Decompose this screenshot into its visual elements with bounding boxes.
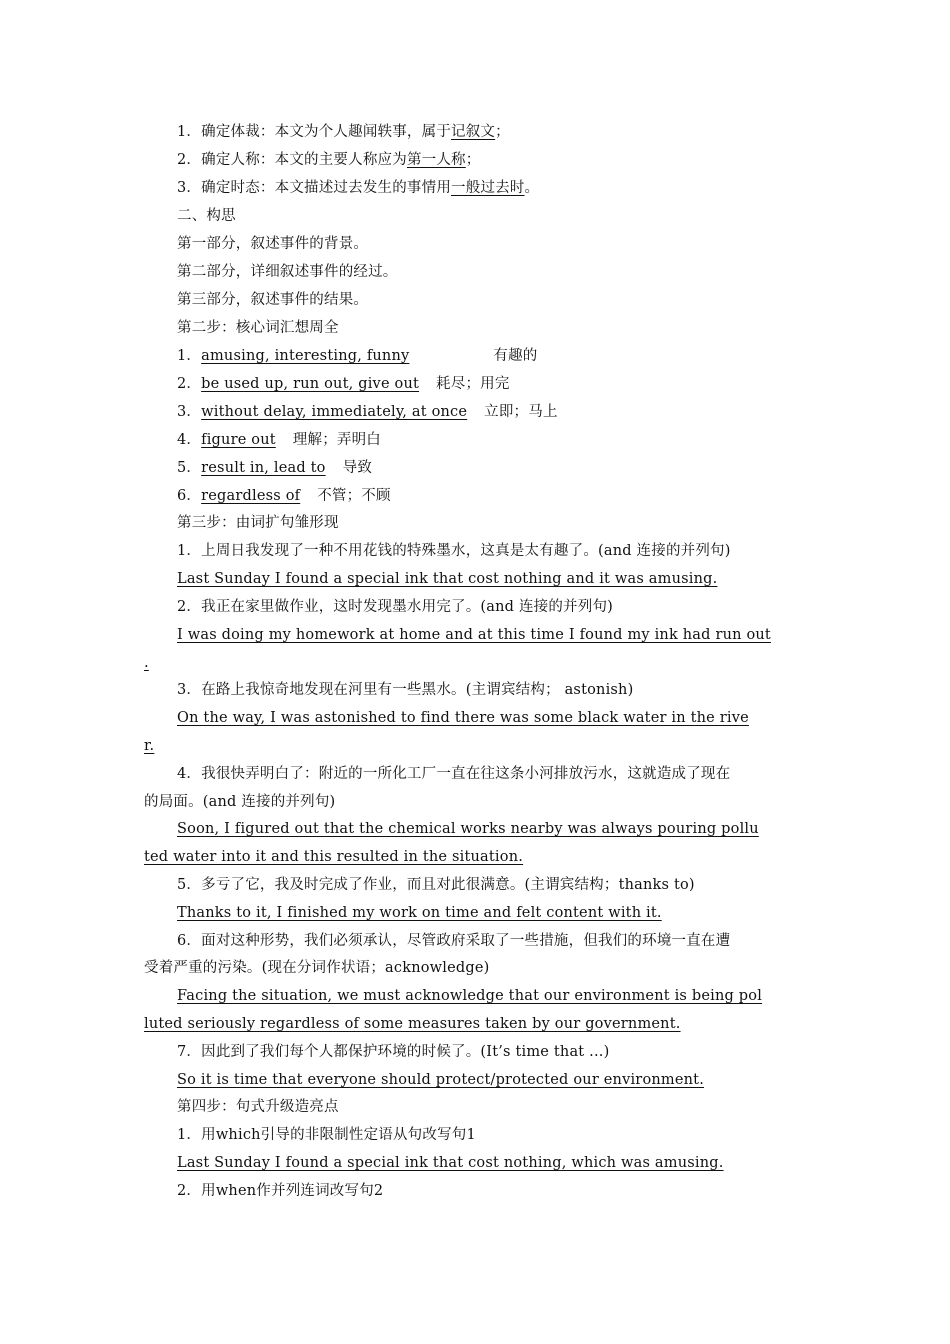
vocab-item: 1．amusing, interesting, funny 有趣的 [177, 348, 538, 364]
vocab-item: 4．figure out 理解；弄明白 [177, 432, 381, 448]
part-line: 第一部分，叙述事件的背景。 [177, 236, 369, 252]
answer-blank: 第一人称 [406, 152, 466, 168]
prompt-line: 3．在路上我惊奇地发现在河里有一些黑水。(主谓宾结构； astonish) [177, 682, 634, 698]
prompt-line: 1．用which引导的非限制性定语从句改写句1 [177, 1127, 476, 1143]
section-heading: 二、构思 [177, 208, 236, 224]
answer-line: . [144, 655, 149, 671]
genre-line: 1．确定体裁：本文为个人趣闻轶事，属于记叙文； [177, 124, 510, 140]
prompt-line: 7．因此到了我们每个人都保护环境的时候了。(It’s time that ...) [177, 1044, 610, 1060]
prompt-line: 1．上周日我发现了一种不用花钱的特殊墨水，这真是太有趣了。(and 连接的并列句) [177, 543, 731, 559]
answer-blank: 记叙文 [451, 124, 496, 140]
prompt-line: 4．我很快弄明白了：附近的一所化工厂一直在往这条小河排放污水，这就造成了现在 [177, 766, 731, 782]
answer-line: Last Sunday I found a special ink that cost nothing, which was amusing. [177, 1155, 724, 1171]
answer-line: I was doing my homework at home and at this time I found my ink had run out [177, 627, 771, 643]
vocab-item: 3．without delay, immediately, at once 立即；马上 [177, 404, 558, 420]
vocab-item: 5．result in, lead to 导致 [177, 460, 373, 476]
answer-line: So it is time that everyone should protect/protected our environment. [177, 1072, 705, 1088]
answer-line: Facing the situation, we must acknowledge that our environment is being pol [177, 988, 763, 1004]
step-heading: 第二步：核心词汇想周全 [177, 320, 339, 336]
answer-line: On the way, I was astonished to find there was some black water in the rive [177, 710, 749, 726]
prompt-line: 的局面。(and 连接的并列句) [144, 794, 336, 810]
answer-line: Soon, I figured out that the chemical works nearby was always pouring pollu [177, 821, 759, 837]
prompt-line: 受着严重的污染。(现在分词作状语；acknowledge) [144, 960, 490, 976]
step-heading: 第四步：句式升级造亮点 [177, 1099, 339, 1115]
prompt-line: 6．面对这种形势，我们必须承认，尽管政府采取了一些措施，但我们的环境一直在遭 [177, 933, 731, 949]
vocab-item: 6．regardless of 不管；不顾 [177, 488, 391, 504]
answer-line: ted water into it and this resulted in the situation. [144, 849, 524, 865]
prompt-line: 2．用when作并列连词改写句2 [177, 1183, 384, 1199]
tense-line: 3．确定时态：本文描述过去发生的事情用一般过去时。 [177, 180, 540, 196]
answer-line: Last Sunday I found a special ink that cost nothing and it was amusing. [177, 571, 718, 587]
answer-line: r. [144, 738, 155, 754]
answer-line: Thanks to it, I finished my work on time and felt content with it. [177, 905, 662, 921]
prompt-line: 2．我正在家里做作业，这时发现墨水用完了。(and 连接的并列句) [177, 599, 614, 615]
vocab-item: 2．be used up, run out, give out 耗尽；用完 [177, 376, 510, 392]
part-line: 第三部分，叙述事件的结果。 [177, 292, 369, 308]
answer-line: luted seriously regardless of some measures taken by our government. [144, 1016, 681, 1032]
person-line: 2．确定人称：本文的主要人称应为第一人称； [177, 152, 481, 168]
answer-blank: 一般过去时 [451, 180, 525, 196]
part-line: 第二部分，详细叙述事件的经过。 [177, 264, 398, 280]
prompt-line: 5．多亏了它，我及时完成了作业，而且对此很满意。(主谓宾结构；thanks to) [177, 877, 695, 893]
step-heading: 第三步：由词扩句雏形现 [177, 515, 339, 531]
